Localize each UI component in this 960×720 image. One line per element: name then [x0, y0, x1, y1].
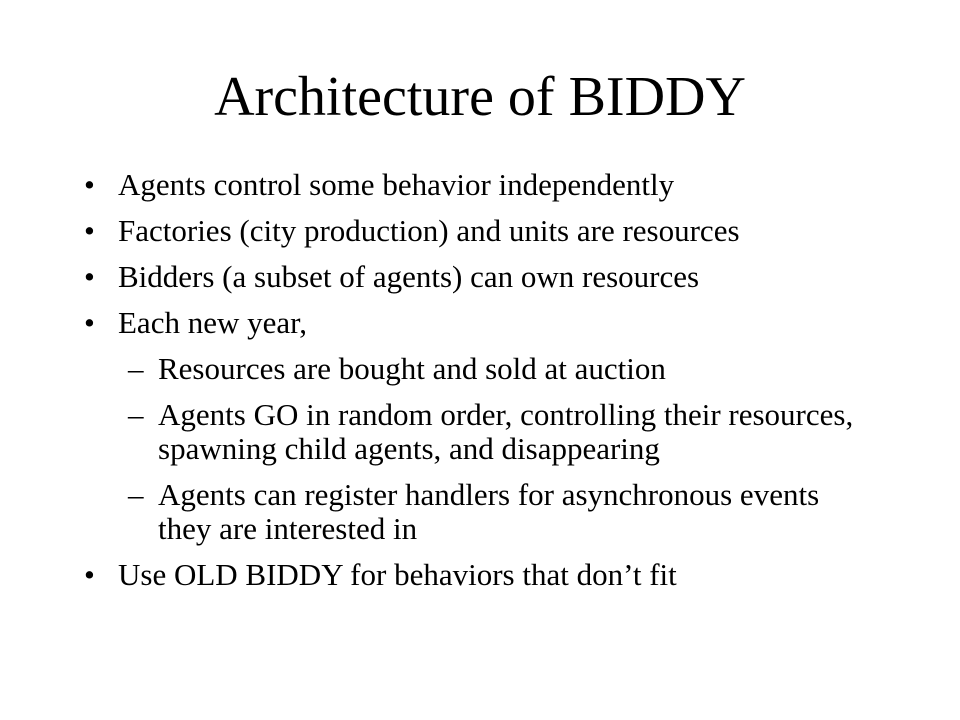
bullet-list — [0, 168, 960, 604]
sub-bullet-text: Agents GO in random order, controlling their resources, spawning child agents, and disappearing — [158, 397, 854, 466]
slide-title: Architecture of BIDDY — [214, 66, 746, 128]
bullet-icon: • — [84, 259, 95, 294]
bullet-item — [0, 168, 960, 202]
sub-bullet-item — [0, 398, 960, 466]
sub-bullet-item — [0, 352, 960, 386]
sub-bullet-text: Agents can register handlers for asynchronous events they are interested in — [158, 477, 820, 546]
bullet-text: Bidders (a subset of agents) can own resources — [118, 259, 700, 294]
bullet-item — [0, 558, 960, 592]
bullet-text: Use OLD BIDDY for behaviors that don’t fit — [118, 557, 677, 592]
bullet-item — [0, 306, 960, 340]
bullet-text: Agents control some behavior independently — [118, 167, 675, 202]
bullet-icon: • — [84, 213, 95, 248]
sub-bullet-text: Resources are bought and sold at auction — [158, 351, 666, 386]
bullet-item — [0, 214, 960, 248]
bullet-icon: • — [84, 167, 95, 202]
bullet-item — [0, 260, 960, 294]
bullet-icon: • — [84, 557, 95, 592]
dash-icon: – — [128, 351, 144, 386]
dash-icon: – — [128, 397, 144, 432]
bullet-icon: • — [84, 305, 95, 340]
bullet-text: Factories (city production) and units are resources — [118, 213, 740, 248]
sub-bullet-item — [0, 478, 960, 546]
dash-icon: – — [128, 477, 144, 512]
bullet-text: Each new year, — [118, 305, 307, 340]
